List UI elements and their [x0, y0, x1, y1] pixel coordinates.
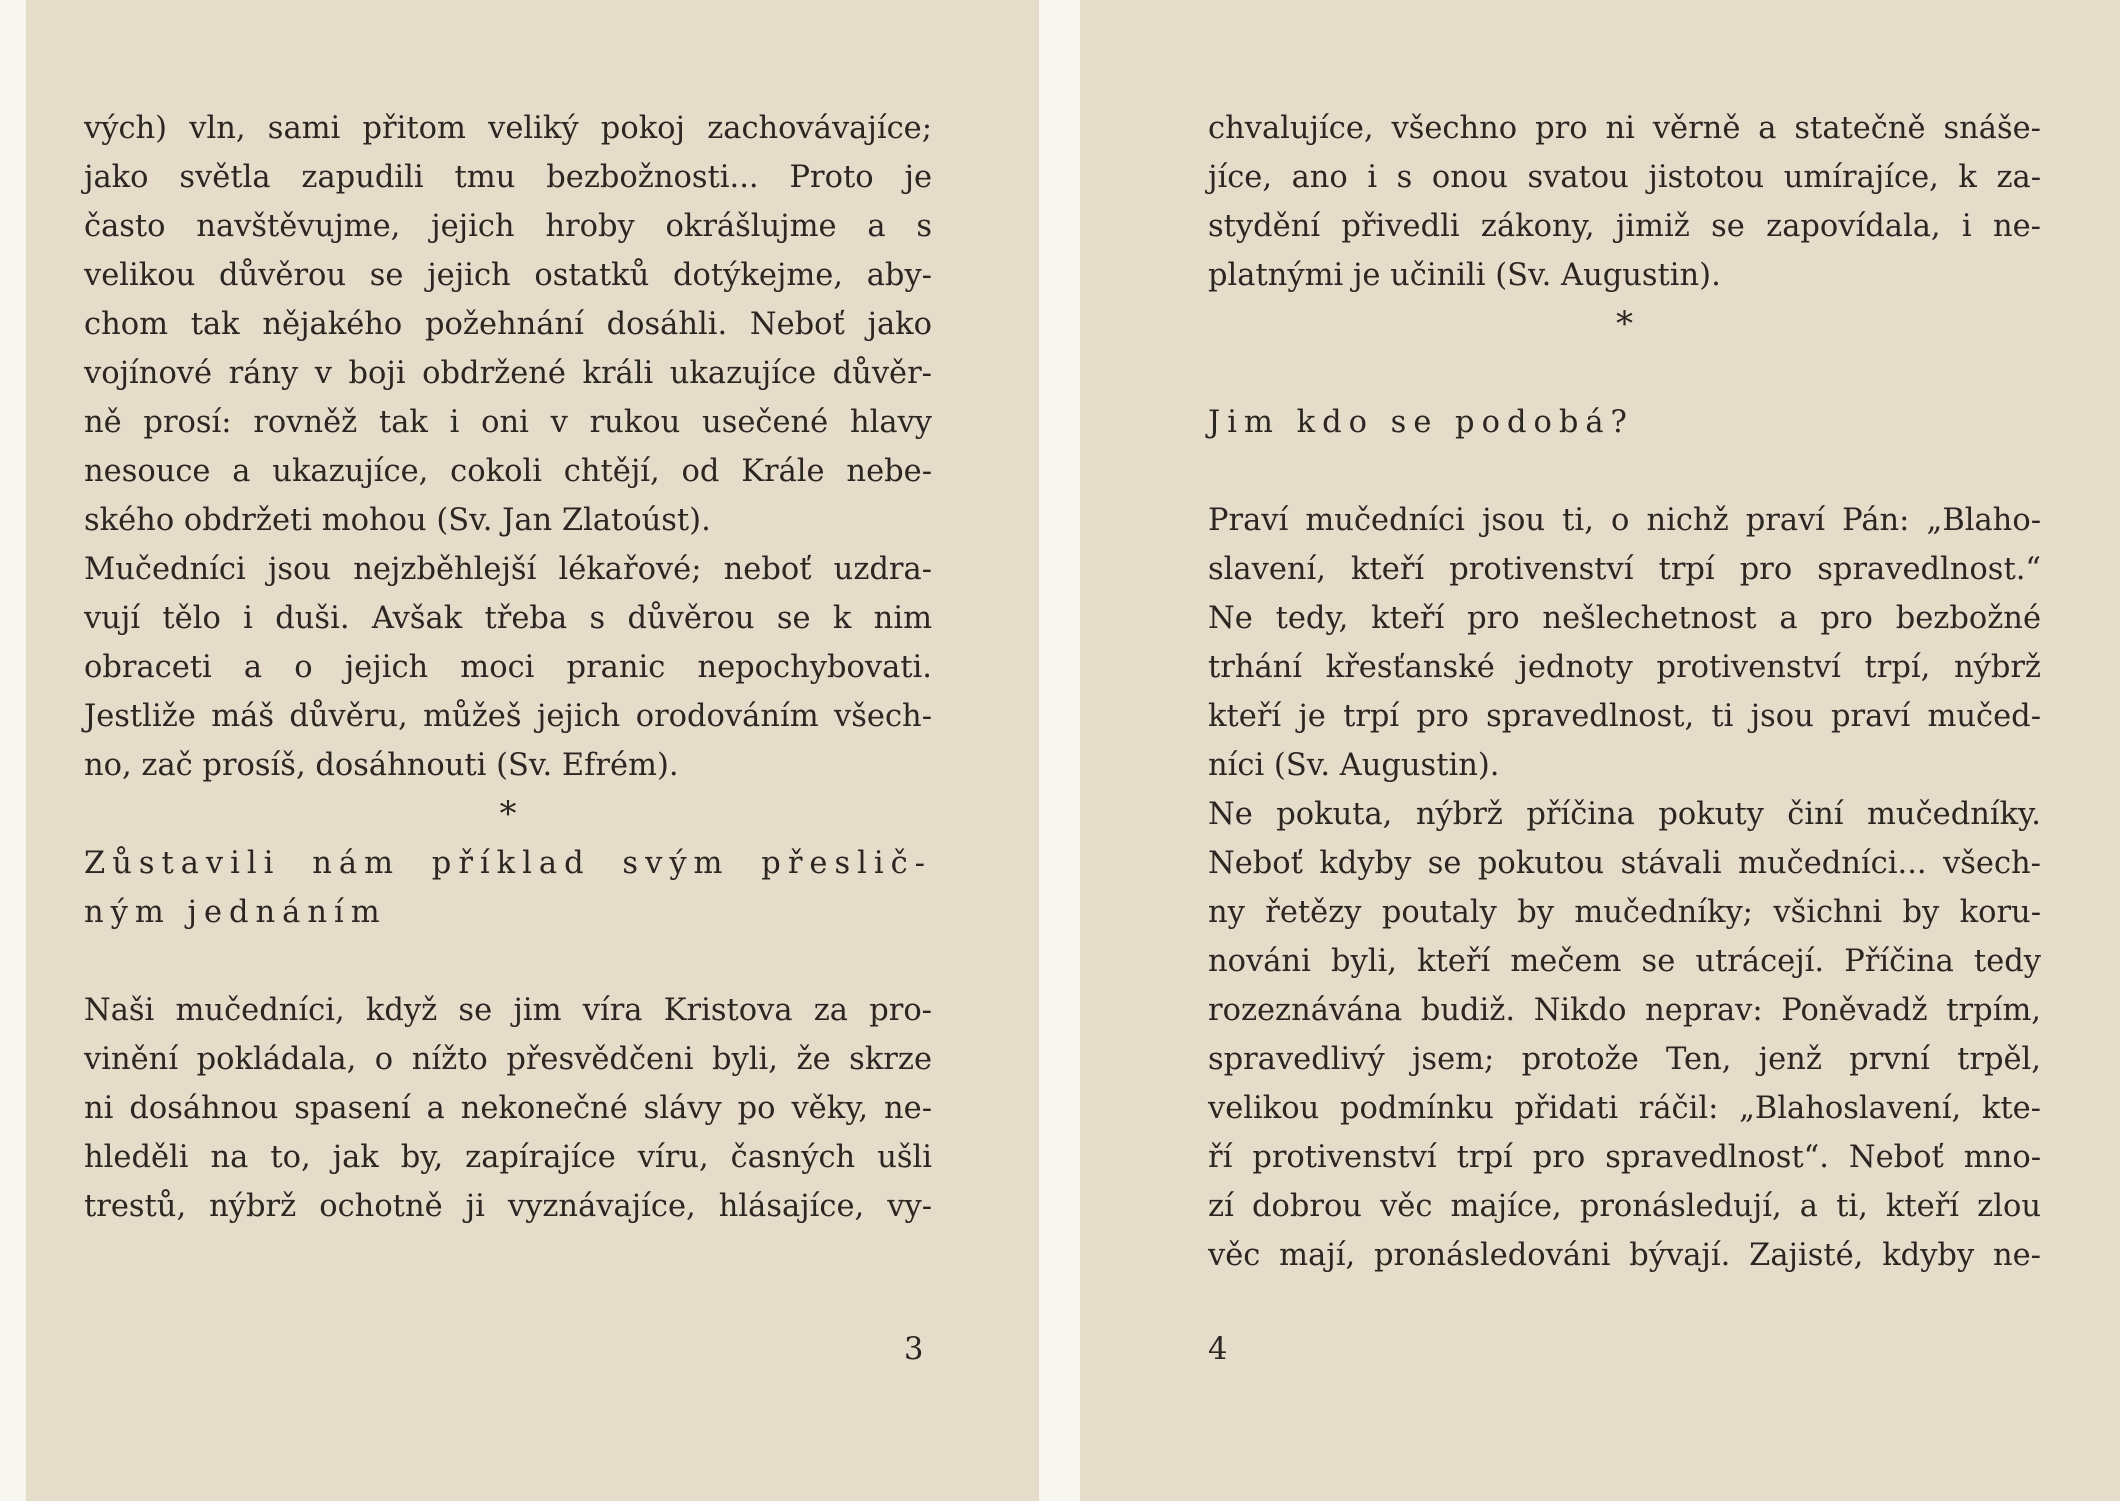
text-line: Mučedníci jsou nejzběhlejší lékařové; neboť uzdra-: [84, 552, 932, 587]
text-line: zí dobrou věc majíce, pronásledují, a ti, kteří zlou: [1208, 1189, 2041, 1224]
right-page: [1080, 0, 2120, 1501]
text-line: no, zač prosíš, dosáhnouti (Sv. Efrém).: [84, 748, 679, 783]
text-line: nováni byli, kteří mečem se utrácejí. Příčina tedy: [1208, 944, 2041, 979]
section-divider-star: *: [1616, 304, 1633, 344]
section-divider-star: *: [499, 794, 517, 834]
text-line: jíce, ano i s onou svatou jistotou umírajíce, k za-: [1208, 160, 2041, 195]
text-line: velikou důvěrou se jejich ostatků dotýkejme, aby-: [84, 258, 932, 293]
text-line: nesouce a ukazujíce, cokoli chtějí, od Krále nebe-: [84, 454, 932, 489]
text-line: ně prosí: rovněž tak i oni v rukou usečené hlavy: [84, 405, 932, 440]
text-line: velikou podmínku přidati ráčil: „Blahoslavení, kte-: [1208, 1091, 2041, 1126]
text-line: Jestliže máš důvěru, můžeš jejich orodováním všech-: [84, 699, 932, 734]
text-line: obraceti a o jejich moci pranic nepochybovati.: [84, 650, 932, 685]
section-heading: Jim kdo se podobá?: [1208, 405, 1634, 440]
text-line: ří protivenství trpí pro spravedlnost“. Neboť mno-: [1208, 1140, 2041, 1175]
text-line: spravedlivý jsem; protože Ten, jenž první trpěl,: [1208, 1042, 2041, 1077]
text-line: vých) vln, sami přitom veliký pokoj zachovávajíce;: [84, 111, 932, 146]
text-line: Ne tedy, kteří pro nešlechetnost a pro bezbožné: [1208, 601, 2041, 636]
text-line: Ne pokuta, nýbrž příčina pokuty činí mučedníky.: [1208, 797, 2041, 832]
paragraph-gap: [1208, 447, 2041, 496]
text-line: ského obdržeti mohou (Sv. Jan Zlatoúst).: [84, 503, 711, 538]
left-page-text: [84, 104, 932, 1231]
section-heading: ným jednáním: [84, 895, 387, 930]
text-line: trhání křesťanské jednoty protivenství trpí, nýbrž: [1208, 650, 2041, 685]
text-line: chvalujíce, všechno pro ni věrně a statečně snáše-: [1208, 111, 2041, 146]
paragraph-gap: [1208, 349, 2041, 398]
text-line: vují tělo i duši. Avšak třeba s důvěrou se k nim: [84, 601, 932, 636]
text-line: jako světla zapudili tmu bezbožnosti... Proto je: [84, 160, 932, 195]
text-line: rozeznávána budiž. Nikdo neprav: Poněvadž trpím,: [1208, 993, 2041, 1028]
page-number: 3: [904, 1332, 924, 1367]
text-line: vinění pokládala, o nížto přesvědčeni byli, že skrze: [84, 1042, 932, 1077]
left-page: [26, 0, 1039, 1501]
text-line: níci (Sv. Augustin).: [1208, 748, 1500, 783]
text-line: Neboť kdyby se pokutou stávali mučedníci... všech-: [1208, 846, 2041, 881]
text-line: ny řetězy poutaly by mučedníky; všichni by koru-: [1208, 895, 2041, 930]
text-line: věc mají, pronásledováni bývají. Zajisté, kdyby ne-: [1208, 1238, 2041, 1273]
text-line: vojínové rány v boji obdržené králi ukazujíce důvěr-: [84, 356, 932, 391]
text-line: trestů, nýbrž ochotně ji vyznávajíce, hlásajíce, vy-: [84, 1189, 932, 1224]
text-line: ni dosáhnou spasení a nekonečné slávy po věky, ne-: [84, 1091, 932, 1126]
text-line: hleděli na to, jak by, zapírajíce víru, časných ušli: [84, 1140, 932, 1175]
text-line: chom tak nějakého požehnání dosáhli. Neboť jako: [84, 307, 932, 342]
text-line: často navštěvujme, jejich hroby okrášlujme a s: [84, 209, 932, 244]
page-number: 4: [1208, 1332, 1228, 1367]
right-page-text: [1208, 104, 2041, 1280]
text-line: Praví mučedníci jsou ti, o nichž praví Pán: „Blaho-: [1208, 503, 2041, 538]
text-line: kteří je trpí pro spravedlnost, ti jsou praví mučed-: [1208, 699, 2041, 734]
text-line: Naši mučedníci, když se jim víra Kristova za pro-: [84, 993, 932, 1028]
text-line: stydění přivedli zákony, jimiž se zapovídala, i ne-: [1208, 209, 2041, 244]
section-heading: Zůstavili nám příklad svým přeslič-: [84, 846, 932, 881]
text-line: slavení, kteří protivenství trpí pro spravedlnost.“: [1208, 552, 2041, 587]
paragraph-gap: [84, 937, 932, 986]
text-line: platnými je učinili (Sv. Augustin).: [1208, 258, 1721, 293]
